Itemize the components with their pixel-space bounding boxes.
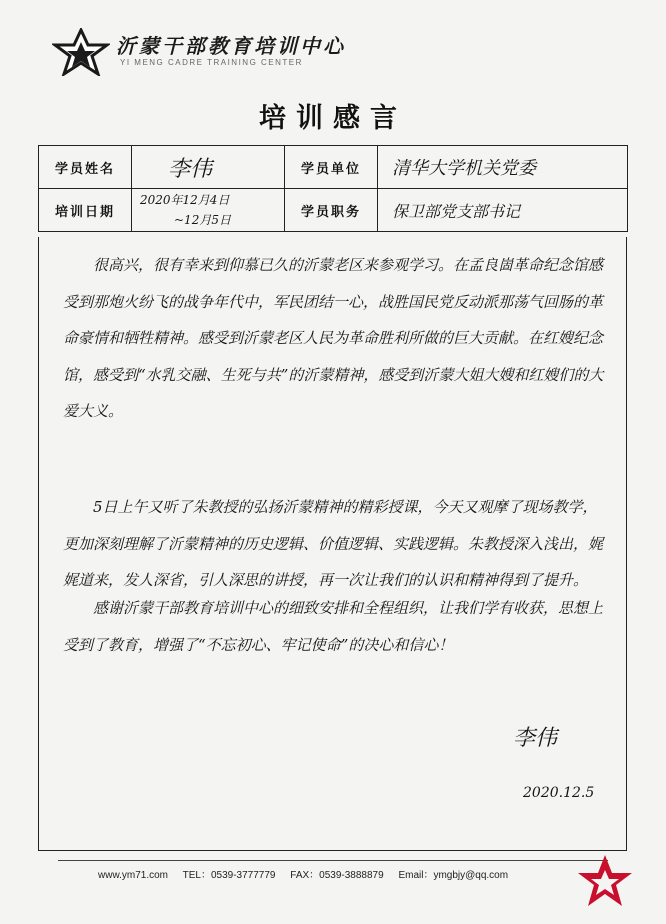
footer-website: www.ym71.com xyxy=(98,870,169,881)
footer-fax: FAX：0539-3888879 xyxy=(290,870,384,881)
reflection-body xyxy=(38,237,627,851)
date-label: 培训日期 xyxy=(39,189,132,232)
date-line-1: 2020年12月4日 xyxy=(140,193,230,207)
unit-label: 学员单位 xyxy=(285,146,378,189)
footer-star-logo-icon xyxy=(575,852,635,912)
paragraph-3-text: 感谢沂蒙干部教育培训中心的细致安排和全程组织，让我们学有收获，思想上受到了教育，增强了“不忘初心、牢记使命”的决心和信心！ xyxy=(63,599,604,654)
name-value: 李伟 xyxy=(168,156,213,182)
training-date xyxy=(132,190,284,230)
trainee-info-table xyxy=(38,145,628,232)
paragraph-1-text: 很高兴，很有幸来到仰慕已久的沂蒙老区来参观学习。在孟良崮革命纪念馆感受到那炮火纷飞的战争年代中，军民团结一心，战胜国民党反动派那荡气回肠的革命豪情和牺牲精神。感受到沂蒙老区人民为革命胜利所做的巨大贡献。在红嫂纪念馆，感受到“水乳交融、生死与共”的沂蒙精神，感受到沂蒙大姐大嫂和红嫂们的大爱大义。 xyxy=(63,256,604,420)
center-logo-icon xyxy=(52,28,110,76)
signature: 李伟 xyxy=(513,726,558,751)
unit-value: 清华大学机关党委 xyxy=(392,158,536,179)
job-label: 学员职务 xyxy=(285,189,378,232)
job-value: 保卫部党支部书记 xyxy=(392,201,521,221)
page-title: 培训感言 xyxy=(259,103,407,134)
paragraph-1 xyxy=(63,247,611,430)
paragraph-2 xyxy=(63,489,611,599)
footer-contact xyxy=(98,866,520,881)
org-subtitle: YI MENG CADRE TRAINING CENTER xyxy=(120,58,303,67)
signature-date: 2020.12.5 xyxy=(523,785,595,801)
name-label: 学员姓名 xyxy=(39,146,132,189)
paragraph-2-text: 5日上午又听了朱教授的弘扬沂蒙精神的精彩授课，今天又观摩了现场教学，更加深刻理解了沂蒙精神的历史逻辑、价值逻辑、实践逻辑。朱教授深入浅出，娓娓道来，发人深省，引人深思的讲授，再一次让我们的认识和精神得到了提升。 xyxy=(63,498,604,589)
date-line-2: ~12月5日 xyxy=(174,213,231,227)
org-name: 沂蒙干部教育培训中心 xyxy=(116,34,346,58)
footer-email: Email：ymgbjy@qq.com xyxy=(398,870,509,881)
paragraph-3 xyxy=(63,590,611,663)
footer-tel: TEL：0539-3777779 xyxy=(182,870,276,881)
footer-divider xyxy=(58,860,608,861)
